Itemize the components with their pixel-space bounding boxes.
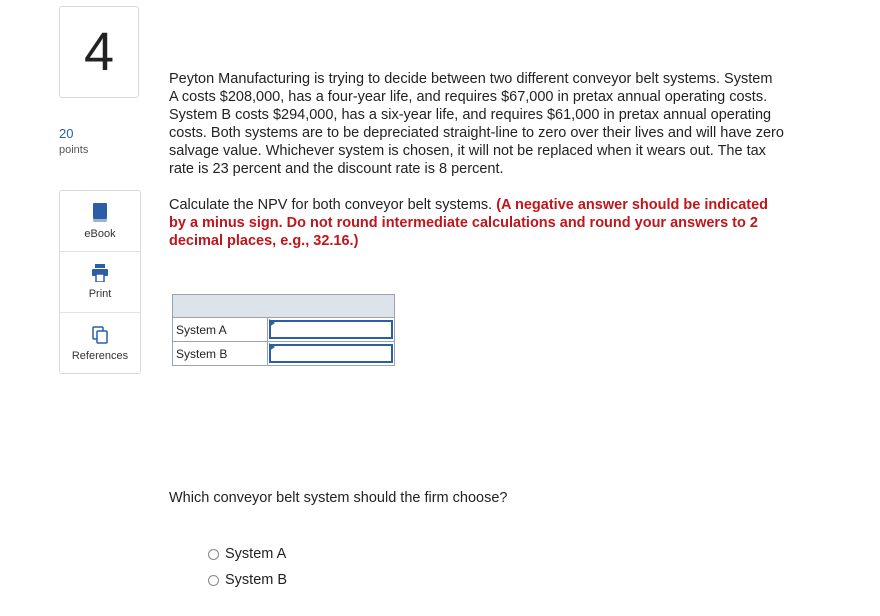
references-button[interactable] bbox=[60, 313, 140, 374]
print-button[interactable] bbox=[60, 252, 140, 313]
copy-documents-icon bbox=[92, 326, 108, 344]
points-info bbox=[59, 126, 88, 156]
followup-question: Which conveyor belt system should the firm choose? bbox=[169, 490, 508, 506]
printer-icon bbox=[92, 264, 108, 282]
choice-label-system-a: System A bbox=[225, 546, 287, 562]
choice-label-system-b: System B bbox=[225, 572, 288, 588]
input-indicator-icon bbox=[269, 319, 275, 327]
npv-input-cell-system-a bbox=[268, 318, 395, 342]
book-icon bbox=[92, 203, 108, 222]
ebook-button[interactable] bbox=[60, 191, 140, 252]
instruction-note: (A negative answer should be indicated by a minus sign. Do not round intermediate calculations and round your answers to 2 decimal places, e.g., 32.16.) bbox=[169, 197, 769, 249]
choice-system-b[interactable] bbox=[208, 567, 287, 593]
radio-button-system-a[interactable] bbox=[208, 549, 219, 560]
answer-table bbox=[172, 294, 395, 366]
question-text bbox=[169, 70, 784, 250]
question-number: 4 bbox=[83, 22, 115, 82]
references-label: References bbox=[71, 349, 129, 362]
row-label-system-b: System B bbox=[173, 342, 268, 366]
instruction-text: Calculate the NPV for both conveyor belt systems. bbox=[169, 197, 493, 213]
question-body: Peyton Manufacturing is trying to decide between two different conveyor belt systems. System A costs $208,000, has a four-year life, and requires $67,000 in pretax annual operating costs. System B costs $294,000, has a six-year life, and requires $61,000 in pretax annual operating costs. Both systems are to be depreciated straight-line to zero over their lives and will have zero salvage value. Whichever system is chosen, it will not be replaced when it wears out. The tax rate is 23 percent and the discount rate is 8 percent. bbox=[169, 71, 784, 177]
choice-system-a[interactable] bbox=[208, 541, 287, 567]
ebook-label: eBook bbox=[84, 227, 116, 240]
table-row bbox=[173, 342, 395, 366]
points-label: points bbox=[59, 144, 89, 156]
tools-panel bbox=[59, 190, 141, 374]
table-row bbox=[173, 318, 395, 342]
question-number-box bbox=[59, 6, 139, 98]
answer-table-header-cell bbox=[173, 295, 395, 318]
choice-group bbox=[208, 541, 287, 593]
question-instruction bbox=[169, 196, 784, 250]
npv-input-system-a[interactable] bbox=[269, 320, 393, 339]
npv-input-cell-system-b bbox=[268, 342, 395, 366]
print-label: Print bbox=[88, 288, 112, 300]
row-label-system-a: System A bbox=[173, 318, 268, 342]
points-value: 20 bbox=[59, 126, 74, 141]
answer-table-header bbox=[173, 295, 395, 318]
input-indicator-icon bbox=[269, 343, 275, 351]
npv-input-system-b[interactable] bbox=[269, 344, 393, 363]
radio-button-system-b[interactable] bbox=[208, 575, 219, 586]
